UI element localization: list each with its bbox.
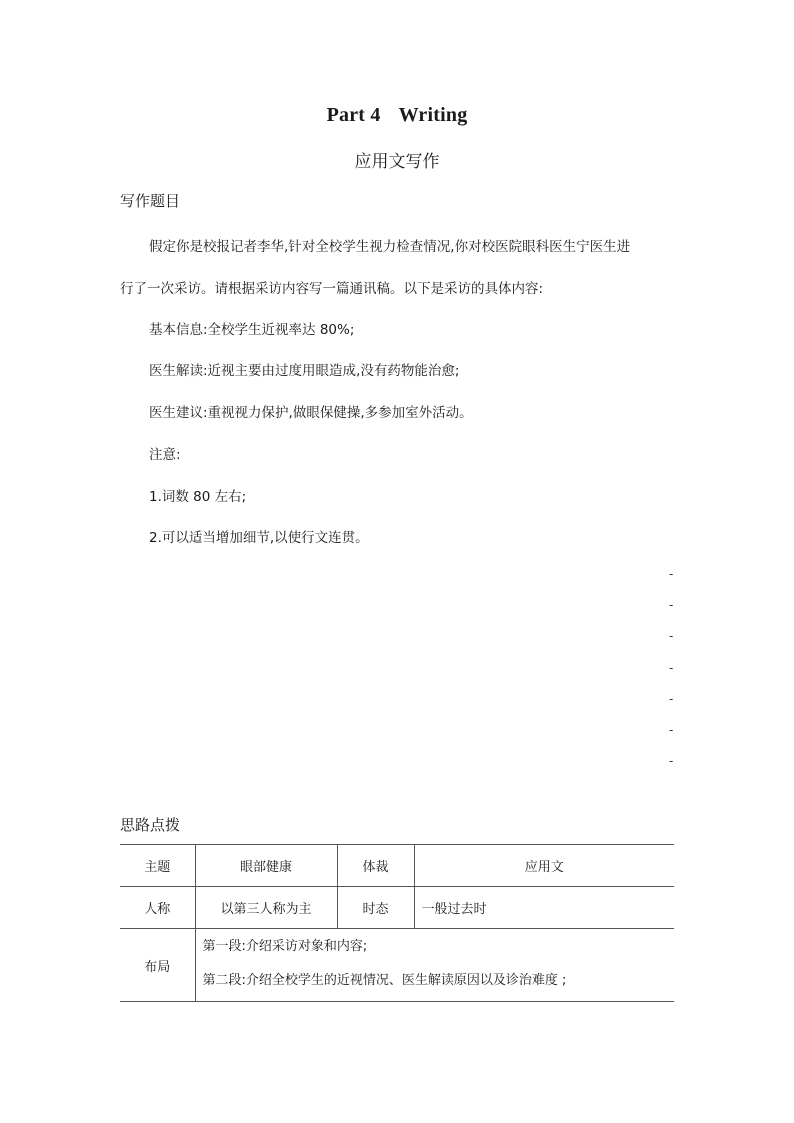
answer-line: - bbox=[669, 567, 674, 581]
guide-table bbox=[120, 844, 674, 1002]
task-line-2: 行了一次采访。请根据采访内容写一篇通讯稿。以下是采访的具体内容: bbox=[120, 281, 544, 297]
note-label: 注意: bbox=[149, 447, 181, 463]
cell-tense-label: 时态 bbox=[337, 887, 414, 929]
doctor-advice-line: 医生建议:重视视力保护,做眼保健操,多参加室外活动。 bbox=[149, 405, 473, 421]
table-row bbox=[120, 929, 674, 1002]
cell-layout-value bbox=[195, 929, 674, 1002]
part-label: Part 4 bbox=[326, 104, 381, 126]
layout-paragraph-1: 第一段:介绍采访对象和内容; bbox=[202, 939, 368, 954]
answer-line: - bbox=[669, 692, 674, 706]
answer-line: - bbox=[669, 723, 674, 737]
cell-theme-label: 主题 bbox=[120, 845, 195, 887]
answer-line: - bbox=[669, 629, 674, 643]
info-line: 基本信息:全校学生近视率达 80%; bbox=[149, 322, 355, 338]
layout-paragraph-2: 第二段:介绍全校学生的近视情况、医生解读原因以及诊治难度 ; bbox=[202, 973, 567, 988]
cell-theme-value: 眼部健康 bbox=[195, 845, 337, 887]
cell-layout-label: 布局 bbox=[120, 929, 195, 1002]
doctor-reading-line: 医生解读:近视主要由过度用眼造成,没有药物能治愈; bbox=[149, 363, 460, 379]
guide-heading: 思路点拨 bbox=[120, 816, 181, 834]
cell-person-label: 人称 bbox=[120, 887, 195, 929]
answer-line: - bbox=[669, 661, 674, 675]
answer-line: - bbox=[669, 598, 674, 612]
task-line-1: 假定你是校报记者李华,针对全校学生视力检查情况,你对校医院眼科医生宁医生进 bbox=[149, 239, 631, 255]
cell-tense-value: 一般过去时 bbox=[414, 887, 674, 929]
answer-line: - bbox=[669, 754, 674, 768]
cell-genre-label: 体裁 bbox=[337, 845, 414, 887]
note-1: 1.词数 80 左右; bbox=[149, 489, 247, 505]
section-label: Writing bbox=[398, 104, 468, 126]
cell-genre-value: 应用文 bbox=[414, 845, 674, 887]
table-row bbox=[120, 887, 674, 929]
cell-person-value: 以第三人称为主 bbox=[195, 887, 337, 929]
task-heading: 写作题目 bbox=[120, 192, 181, 210]
page-subtitle: 应用文写作 bbox=[354, 152, 440, 172]
table-row bbox=[120, 845, 674, 887]
note-2: 2.可以适当增加细节,以使行文连贯。 bbox=[149, 530, 369, 546]
page-title bbox=[0, 104, 794, 127]
